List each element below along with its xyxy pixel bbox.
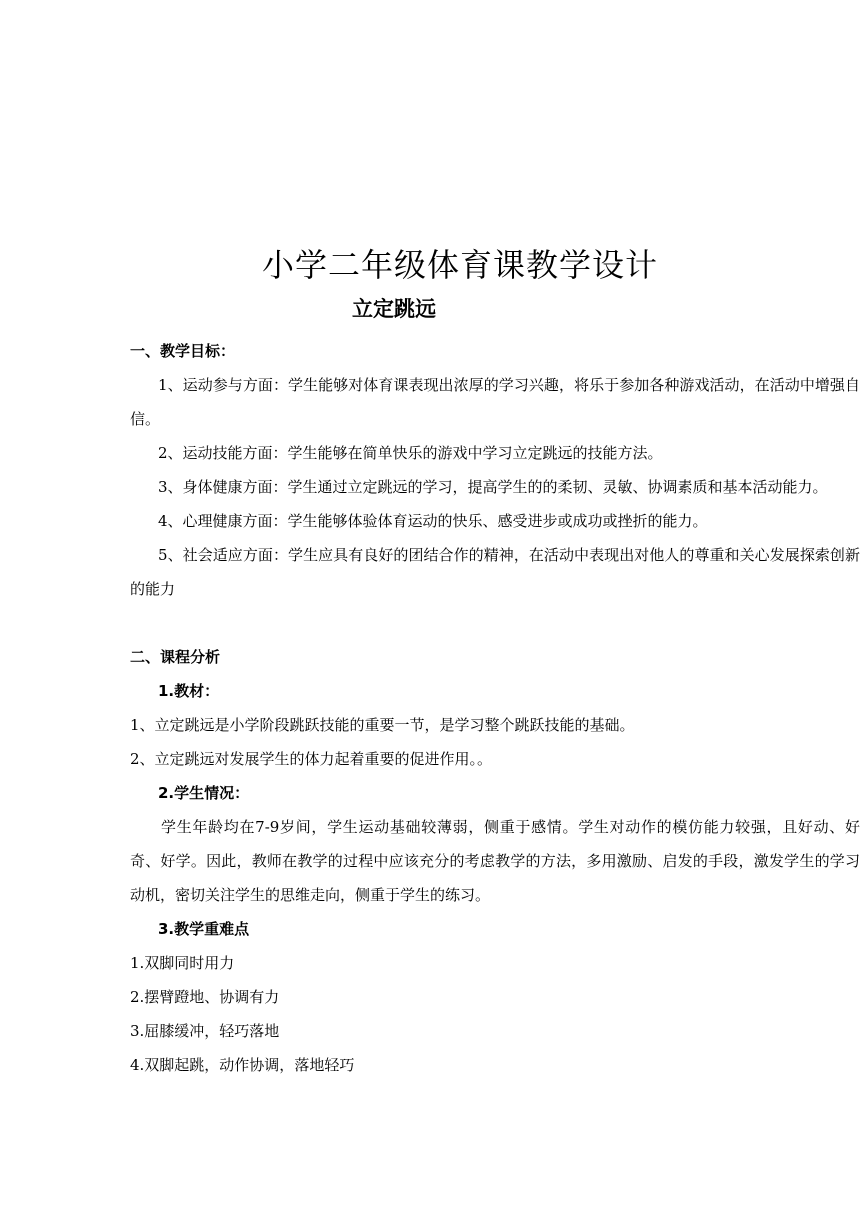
key-point-item-2: 2.摆臂蹬地、协调有力 [130, 988, 280, 1006]
key-point-item-1: 1.双脚同时用力 [130, 954, 235, 972]
objective-item-4: 4、心理健康方面：学生能够体验体育运动的快乐、感受进步或成功或挫折的能力。 [158, 512, 708, 530]
objective-item-1: 1、运动参与方面：学生能够对体育课表现出浓厚的学习兴趣，将乐于参加各种游戏活动，在活动中增强自信。 [130, 376, 860, 428]
document-body [130, 334, 860, 1082]
document-subtitle: 立定跳远 [352, 297, 436, 321]
subsection-heading-materials: 1.教材： [158, 682, 220, 700]
students-paragraph: 学生年龄均在7-9岁间，学生运动基础较薄弱，侧重于感情。学生对动作的模仿能力较强，且好动、好奇、好学。因此，教师在教学的过程中应该充分的考虑教学的方法，多用激励、启发的手段，激发学生的学习动机，密切关注学生的思维走向，侧重于学生的练习。 [130, 818, 860, 904]
key-point-item-4: 4.双脚起跳，动作协调，落地轻巧 [130, 1056, 355, 1074]
key-point-item-3: 3.屈膝缓冲，轻巧落地 [130, 1022, 280, 1040]
objective-item-2: 2、运动技能方面：学生能够在简单快乐的游戏中学习立定跳远的技能方法。 [158, 444, 663, 462]
section-heading-analysis: 二、课程分析 [130, 648, 221, 666]
document-title: 小学二年级体育课教学设计 [261, 246, 658, 284]
paragraph-spacer [130, 606, 860, 640]
objective-item-5: 5、社会适应方面：学生应具有良好的团结合作的精神，在活动中表现出对他人的尊重和关心发展探索创新的能力 [130, 546, 860, 598]
subsection-heading-key-points: 3.教学重难点 [158, 920, 250, 938]
materials-item-2: 2、立定跳远对发展学生的体力起着重要的促进作用。。 [130, 750, 493, 768]
subsection-heading-students: 2.学生情况： [158, 784, 250, 802]
section-heading-objectives: 一、教学目标： [130, 342, 236, 360]
materials-item-1: 1、立定跳远是小学阶段跳跃技能的重要一节，是学习整个跳跃技能的基础。 [130, 716, 635, 734]
objective-item-3: 3、身体健康方面：学生通过立定跳远的学习，提高学生的的柔韧、灵敏、协调素质和基本活动能力。 [158, 478, 828, 496]
